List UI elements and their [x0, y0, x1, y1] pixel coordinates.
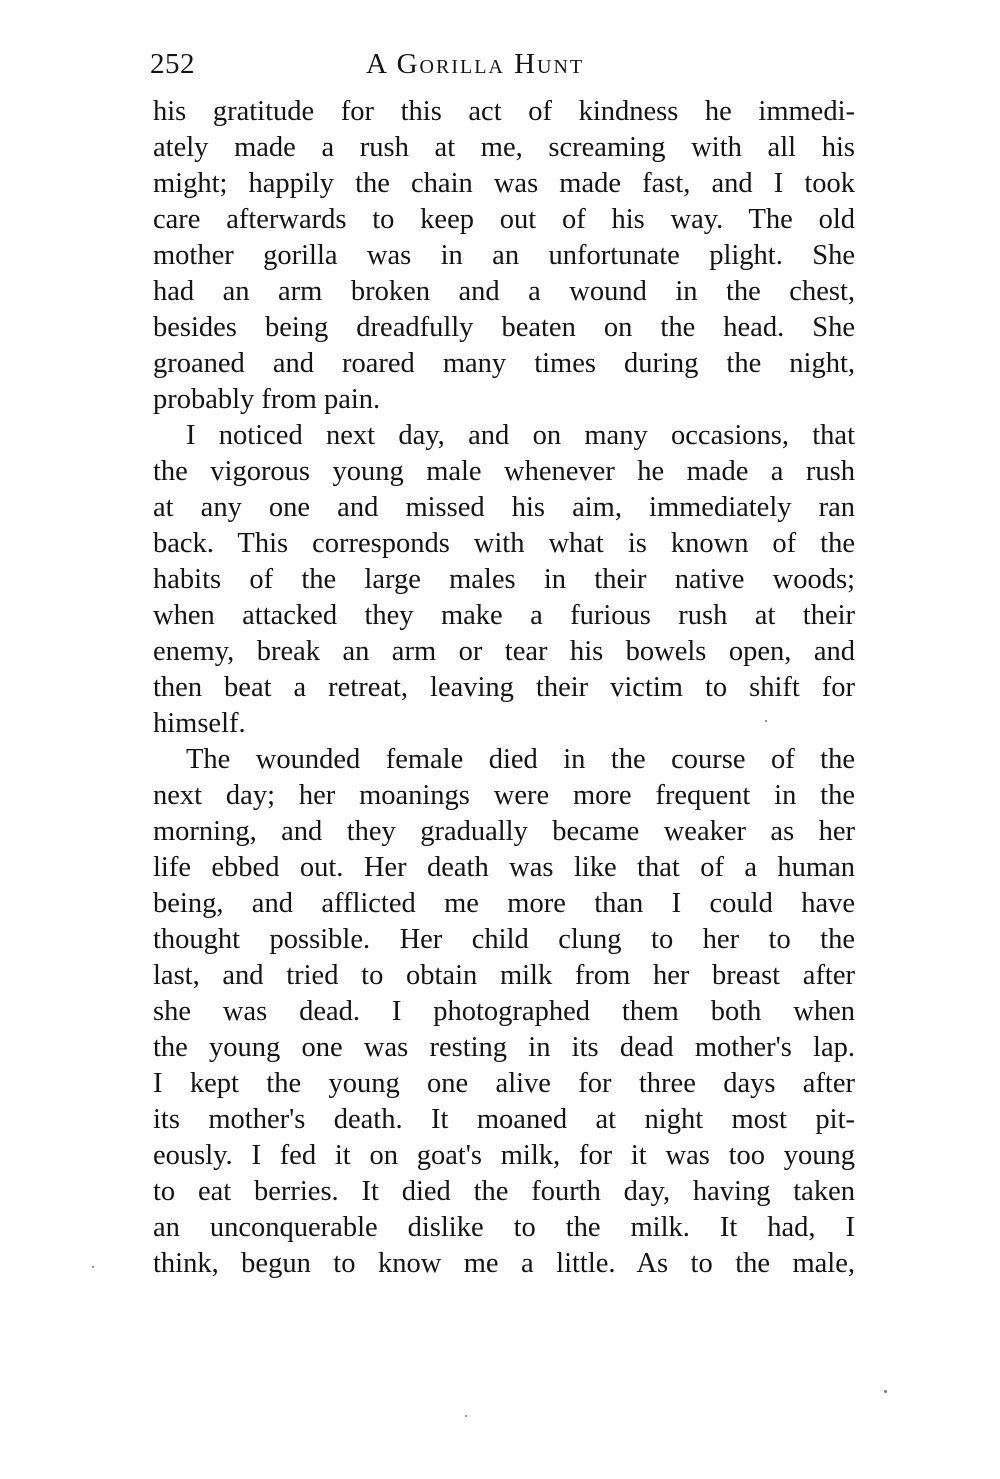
paper-speck	[92, 1266, 94, 1268]
text-line: besides being dreadfully beaten on the head. She	[153, 312, 855, 343]
page-number: 252	[150, 48, 195, 80]
paper-speck	[765, 720, 767, 722]
text-line: might; happily the chain was made fast, and I took	[153, 168, 855, 199]
paper-speck	[884, 1390, 887, 1393]
text-line: probably from pain.	[153, 384, 381, 415]
text-line: groaned and roared many times during the night,	[153, 348, 855, 379]
text-line: habits of the large males in their native woods;	[153, 564, 855, 595]
text-line: ately made a rush at me, screaming with all his	[153, 132, 855, 163]
paper-speck	[465, 1415, 467, 1417]
text-line: morning, and they gradually became weaker as her	[153, 816, 855, 847]
running-title: A Gorilla Hunt	[366, 48, 585, 80]
text-line: at any one and missed his aim, immediately ran	[153, 492, 855, 523]
text-line: enemy, break an arm or tear his bowels open, and	[153, 636, 855, 667]
text-line: care afterwards to keep out of his way. The old	[153, 204, 855, 235]
text-line: the vigorous young male whenever he made a rush	[153, 456, 855, 487]
text-line: then beat a retreat, leaving their victim to shift for	[153, 672, 855, 703]
text-line: when attacked they make a furious rush at their	[153, 600, 855, 631]
text-line: had an arm broken and a wound in the chest,	[153, 276, 855, 307]
text-line: I kept the young one alive for three days after	[153, 1068, 855, 1099]
text-line: eously. I fed it on goat's milk, for it was too young	[153, 1140, 855, 1171]
text-line: I noticed next day, and on many occasions, that	[186, 420, 855, 451]
text-line: to eat berries. It died the fourth day, having taken	[153, 1176, 855, 1207]
text-line: an unconquerable dislike to the milk. It had, I	[153, 1212, 855, 1243]
text-line: thought possible. Her child clung to her to the	[153, 924, 855, 955]
body-text	[153, 94, 855, 1282]
text-line: The wounded female died in the course of the	[186, 744, 855, 775]
page-header	[150, 44, 856, 84]
text-line: she was dead. I photographed them both when	[153, 996, 855, 1027]
text-line: life ebbed out. Her death was like that of a human	[153, 852, 855, 883]
text-line: think, begun to know me a little. As to the male,	[153, 1248, 855, 1279]
text-line: his gratitude for this act of kindness he immedi-	[153, 96, 855, 127]
text-line: last, and tried to obtain milk from her breast after	[153, 960, 855, 991]
text-line: mother gorilla was in an unfortunate plight. She	[153, 240, 855, 271]
text-line: being, and afflicted me more than I could have	[153, 888, 855, 919]
text-line: next day; her moanings were more frequent in the	[153, 780, 855, 811]
text-line: back. This corresponds with what is known of the	[153, 528, 855, 559]
text-line: the young one was resting in its dead mother's lap.	[153, 1032, 855, 1063]
text-line: himself.	[153, 708, 246, 739]
text-line: its mother's death. It moaned at night most pit-	[153, 1104, 855, 1135]
